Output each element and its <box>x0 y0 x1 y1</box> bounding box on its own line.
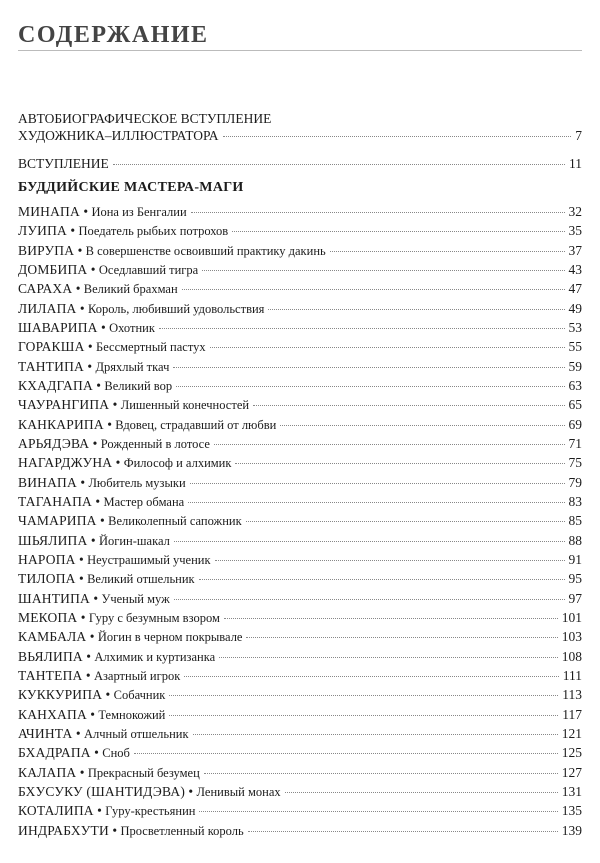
leader-dots <box>253 405 564 406</box>
leader-dots <box>268 309 564 310</box>
bullet-separator: • <box>72 725 84 741</box>
bullet-separator: • <box>77 609 89 625</box>
toc-entry-title <box>18 204 187 220</box>
toc-list <box>18 204 582 842</box>
master-epithet: Собачник <box>113 688 166 703</box>
page-number: 131 <box>561 783 582 799</box>
leader-dots <box>113 164 565 165</box>
leader-dots <box>202 270 564 271</box>
leader-dots <box>169 715 558 716</box>
master-name: ШАНТИПА <box>18 590 91 606</box>
master-epithet: Бессмертный пастух <box>96 340 206 355</box>
toc-entry-title <box>18 397 249 413</box>
leader-dots <box>210 347 565 348</box>
page-number: 7 <box>575 128 582 143</box>
toc-entry-title <box>18 378 172 394</box>
toc-entry[interactable] <box>18 823 582 842</box>
page-number: 97 <box>568 590 582 606</box>
master-epithet: Прекрасный безумец <box>87 765 200 780</box>
page-number: 32 <box>568 204 582 219</box>
toc-entry[interactable] <box>18 301 582 320</box>
leader-dots <box>134 753 558 754</box>
leader-dots <box>204 773 558 774</box>
master-epithet: Великолепный сапожник <box>108 514 242 529</box>
master-name: ЛУИПА <box>18 223 67 239</box>
toc-entry[interactable] <box>18 784 582 803</box>
bullet-separator: • <box>90 745 103 761</box>
toc-entry[interactable] <box>18 281 582 300</box>
toc-entry-title <box>18 359 169 375</box>
master-name: ТИЛОПА <box>18 571 76 587</box>
toc-entry[interactable] <box>18 455 582 474</box>
leader-dots <box>285 792 558 793</box>
bullet-separator: • <box>87 261 99 277</box>
toc-entry-title <box>18 707 165 723</box>
master-name: МЕКОПА <box>18 609 78 625</box>
toc-entry-title <box>18 629 242 645</box>
master-name: БХАДРАПА <box>18 745 91 761</box>
master-epithet: В совершенстве освоивший практику дакинь <box>85 243 326 258</box>
toc-intro-line2: ВСТУПЛЕНИЕ <box>18 156 109 171</box>
toc-entry[interactable] <box>18 726 582 745</box>
master-epithet: Дряхлый ткач <box>95 359 170 374</box>
master-name: ТАНТИПА <box>18 358 84 374</box>
bullet-separator: • <box>97 319 110 335</box>
master-name: КОТАЛИПА <box>18 803 94 819</box>
toc-intro-line1: АВТОБИОГРАФИЧЕСКОЕ ВСТУПЛЕНИЕ <box>18 111 272 126</box>
toc-entry[interactable] <box>18 243 582 262</box>
master-name: АЧИНТА <box>18 725 73 741</box>
bullet-separator: • <box>84 339 97 355</box>
bullet-separator: • <box>76 300 88 316</box>
master-name: КАНХАПА <box>18 706 87 722</box>
bullet-separator: • <box>92 493 104 509</box>
toc-entry-title <box>18 436 210 452</box>
leader-dots <box>232 231 564 232</box>
master-epithet: Великий вор <box>104 378 173 393</box>
toc-entry[interactable] <box>18 571 582 590</box>
toc-entry[interactable] <box>18 436 582 455</box>
master-epithet: Неустрашимый ученик <box>87 552 211 567</box>
page-number: 53 <box>568 319 582 335</box>
page-number: 79 <box>568 474 582 490</box>
page-number: 117 <box>562 706 582 722</box>
master-epithet: Охотник <box>109 320 155 335</box>
master-epithet: Рожденный в лотосе <box>100 436 210 451</box>
master-name: ШАВАРИПА <box>18 319 98 335</box>
master-epithet: Ленивый монах <box>196 784 281 799</box>
master-epithet: Великий брахман <box>83 282 178 297</box>
page-number: 103 <box>561 629 582 645</box>
toc-entry[interactable] <box>18 475 582 494</box>
bullet-separator: • <box>93 803 106 819</box>
master-name: МИНАПА <box>18 204 80 219</box>
toc-entry[interactable] <box>18 591 582 610</box>
toc-entry-title <box>18 803 195 819</box>
toc-entry-title <box>18 455 231 471</box>
bullet-separator: • <box>102 687 114 703</box>
toc-entry[interactable] <box>18 223 582 242</box>
toc-entry-title <box>18 823 244 839</box>
toc-entry-title <box>18 494 184 510</box>
page-number: 135 <box>561 803 582 819</box>
bullet-separator: • <box>109 397 121 413</box>
leader-dots <box>182 289 565 290</box>
toc-entry[interactable] <box>18 745 582 764</box>
master-name: БХУСУКУ (ШАНТИДЭВА) <box>18 783 186 799</box>
leader-dots <box>176 386 564 387</box>
page-number: 101 <box>561 609 582 625</box>
toc-entry[interactable] <box>18 320 582 339</box>
master-epithet: Король, любивший удовольствия <box>88 301 265 316</box>
page-number: 88 <box>568 532 582 548</box>
bullet-separator: • <box>76 474 89 490</box>
page-number: 55 <box>568 339 582 355</box>
leader-dots <box>235 463 564 464</box>
bullet-separator: • <box>86 629 98 645</box>
bullet-separator: • <box>72 281 84 297</box>
bullet-separator: • <box>185 783 197 799</box>
master-name: ВИНАПА <box>18 474 77 490</box>
master-epithet: Азартный игрок <box>93 668 181 683</box>
leader-dots <box>199 579 565 580</box>
master-name: ЛИЛАПА <box>18 300 77 316</box>
toc-entry[interactable] <box>18 359 582 378</box>
master-epithet: Йогин-шакал <box>98 533 170 548</box>
master-name: ШЬЯЛИПА <box>18 532 88 548</box>
toc-entry[interactable] <box>18 552 582 571</box>
master-epithet: Оседлавший тигра <box>98 262 199 277</box>
master-epithet: Гуру-крестьянин <box>105 804 196 819</box>
toc-entry-title <box>18 591 170 607</box>
toc-entry-title <box>18 784 281 800</box>
leader-dots <box>246 637 557 638</box>
page-number: 121 <box>561 725 582 741</box>
page-number: 83 <box>568 493 582 509</box>
page-number: 69 <box>568 416 582 432</box>
bullet-separator: • <box>86 706 99 722</box>
page-number: 108 <box>561 648 582 664</box>
toc-entry-title <box>18 243 326 259</box>
leader-dots <box>159 328 565 329</box>
toc-entry-title <box>18 281 178 297</box>
master-epithet: Вдовец, страдавший от любви <box>115 417 277 432</box>
toc-entry-title <box>18 533 170 549</box>
master-name: КАЛАПА <box>18 764 77 780</box>
leader-dots <box>169 695 558 696</box>
page-number: 85 <box>568 513 582 529</box>
page-number: 91 <box>568 551 582 567</box>
master-name: ГОРАКША <box>18 339 85 355</box>
master-epithet: Философ и алхимик <box>123 456 232 471</box>
leader-dots <box>219 657 558 658</box>
toc-entry-title <box>18 668 180 684</box>
toc-intro-entry[interactable] <box>18 155 582 172</box>
master-epithet: Мастер обмана <box>103 494 185 509</box>
master-name: КАНКАРИПА <box>18 416 104 432</box>
leader-dots <box>280 425 564 426</box>
master-name: НАРОПА <box>18 551 76 567</box>
leader-dots <box>184 676 558 677</box>
bullet-separator: • <box>74 242 86 258</box>
toc-entry-title <box>18 687 165 703</box>
section-heading: БУДДИЙСКИЕ МАСТЕРА-МАГИ <box>18 180 244 195</box>
bullet-separator: • <box>96 513 109 529</box>
bullet-separator: • <box>112 455 124 471</box>
page-number: 111 <box>562 667 582 683</box>
toc-intro-entry[interactable] <box>18 110 582 144</box>
bullet-separator: • <box>90 590 102 606</box>
master-name: ВИРУПА <box>18 242 75 258</box>
leader-dots <box>223 136 572 137</box>
master-name: ЧАМАРИПА <box>18 513 97 529</box>
toc-entry[interactable] <box>18 668 582 687</box>
bullet-separator: • <box>89 435 101 451</box>
page-number: 49 <box>568 300 582 316</box>
leader-dots <box>215 560 565 561</box>
toc-entry[interactable] <box>18 378 582 397</box>
bullet-separator: • <box>66 223 79 239</box>
leader-dots <box>248 831 558 832</box>
bullet-separator: • <box>82 667 94 683</box>
toc-entry-title <box>18 513 242 529</box>
master-epithet: Лишенный конечностей <box>120 398 250 413</box>
page-number: 65 <box>568 397 582 413</box>
leader-dots <box>330 251 565 252</box>
toc-entry[interactable] <box>18 765 582 784</box>
toc-entry[interactable] <box>18 262 582 281</box>
leader-dots <box>193 734 558 735</box>
toc-entry-title <box>18 320 155 336</box>
bullet-separator: • <box>76 764 88 780</box>
master-epithet: Гуру с безумным взором <box>88 610 220 625</box>
bullet-separator: • <box>75 571 88 587</box>
leader-dots <box>224 618 558 619</box>
leader-dots <box>246 521 565 522</box>
toc-entry[interactable] <box>18 397 582 416</box>
toc-entry-title <box>18 417 276 433</box>
page-number: 139 <box>561 822 582 838</box>
master-epithet: Ученый муж <box>101 591 170 606</box>
master-name: АРЬЯДЭВА <box>18 435 90 451</box>
leader-dots <box>173 367 564 368</box>
toc-entry-title <box>18 301 264 317</box>
master-epithet: Любитель музыки <box>88 475 186 490</box>
master-name: САРАХА <box>18 281 73 297</box>
bullet-separator: • <box>87 532 99 548</box>
toc-entry-title <box>18 339 206 355</box>
page-number: 63 <box>568 377 582 393</box>
master-name: КАМБАЛА <box>18 629 87 645</box>
master-epithet: Великий отшельник <box>87 572 195 587</box>
bullet-separator: • <box>82 648 95 664</box>
leader-dots <box>174 599 565 600</box>
master-epithet: Алхимик и куртизанка <box>94 649 216 664</box>
page-number: 43 <box>568 261 582 277</box>
bullet-separator: • <box>92 377 105 393</box>
page-number: 127 <box>561 764 582 780</box>
master-epithet: Иона из Бенгалии <box>91 205 187 219</box>
page-number: 59 <box>568 358 582 374</box>
toc-entry[interactable] <box>18 649 582 668</box>
page-number: 75 <box>568 455 582 471</box>
toc-entry[interactable] <box>18 417 582 436</box>
master-epithet: Сноб <box>102 746 130 761</box>
page-number: 11 <box>569 156 582 171</box>
page-number: 37 <box>568 242 582 258</box>
master-name: ВЬЯЛИПА <box>18 648 83 664</box>
toc-entry-title <box>18 765 200 781</box>
master-name: КУККУРИПА <box>18 687 103 703</box>
toc-entry[interactable] <box>18 494 582 513</box>
bullet-separator: • <box>103 416 116 432</box>
leader-dots <box>199 811 557 812</box>
toc-entry[interactable] <box>18 629 582 648</box>
page-number: 125 <box>561 745 582 761</box>
title-divider <box>18 50 582 51</box>
page-number: 35 <box>568 223 582 239</box>
toc-entry-title <box>18 649 215 665</box>
master-epithet: Йогин в черном покрывале <box>97 630 243 645</box>
leader-dots <box>188 502 564 503</box>
toc-entry[interactable] <box>18 204 582 223</box>
page-number: 95 <box>568 571 582 587</box>
master-name: ЧАУРАНГИПА <box>18 397 110 413</box>
toc-entry-title <box>18 552 211 568</box>
bullet-separator: • <box>79 204 92 219</box>
leader-dots <box>191 212 565 213</box>
toc-entry-title <box>18 223 228 239</box>
toc-entry[interactable] <box>18 339 582 358</box>
page-number: 47 <box>568 281 582 297</box>
page-number: 71 <box>568 435 582 451</box>
master-name: ДОМБИПА <box>18 261 88 277</box>
toc-entry-title <box>18 475 186 491</box>
page-title: СОДЕРЖАНИЕ <box>18 22 209 48</box>
master-epithet: Просветленный король <box>120 823 244 838</box>
toc-entry-title <box>18 610 220 626</box>
toc-intro-line2: ХУДОЖНИКА–ИЛЛЮСТРАТОРА <box>18 128 219 143</box>
toc-entry-title <box>18 726 189 742</box>
master-name: НАГАРДЖУНА <box>18 455 113 471</box>
master-epithet: Алчный отшельник <box>83 726 189 741</box>
master-name: ИНДРАБХУТИ <box>18 822 109 838</box>
toc-entry[interactable] <box>18 687 582 706</box>
toc-entry-title <box>18 571 195 587</box>
leader-dots <box>214 444 565 445</box>
leader-dots <box>190 483 565 484</box>
master-name: ТАНТЕПА <box>18 667 83 683</box>
bullet-separator: • <box>83 358 96 374</box>
bullet-separator: • <box>108 822 121 838</box>
master-name: КХАДГАПА <box>18 377 93 393</box>
master-epithet: Поедатель рыбьих потрохов <box>78 224 229 239</box>
master-epithet: Темнокожий <box>98 707 166 722</box>
toc-entry[interactable] <box>18 803 582 822</box>
toc-entry[interactable] <box>18 513 582 532</box>
leader-dots <box>174 541 565 542</box>
master-name: ТАГАНАПА <box>18 493 93 509</box>
toc-entry[interactable] <box>18 533 582 552</box>
toc-entry-title <box>18 745 130 761</box>
toc-entry[interactable] <box>18 610 582 629</box>
bullet-separator: • <box>75 551 88 567</box>
toc-entry[interactable] <box>18 707 582 726</box>
toc-entry-title <box>18 262 198 278</box>
page-number: 113 <box>562 687 582 703</box>
